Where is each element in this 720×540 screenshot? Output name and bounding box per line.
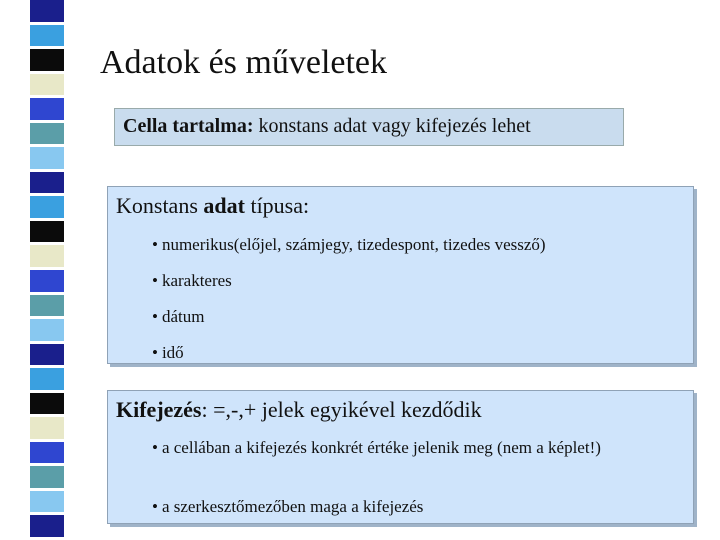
expression-panel bbox=[107, 390, 694, 524]
stripe-block bbox=[30, 270, 64, 295]
stripe-block bbox=[30, 74, 64, 99]
stripe-block bbox=[30, 442, 64, 467]
stripe-block bbox=[30, 123, 64, 148]
decorative-stripe bbox=[30, 0, 64, 540]
bullet-icon: • bbox=[152, 343, 158, 362]
stripe-block bbox=[30, 417, 64, 442]
stripe-block bbox=[30, 515, 64, 540]
list-item bbox=[152, 235, 546, 255]
stripe-block bbox=[30, 319, 64, 344]
stripe-block bbox=[30, 221, 64, 246]
constant-type-panel bbox=[107, 186, 694, 364]
bullet-icon: • bbox=[152, 497, 158, 516]
stripe-block bbox=[30, 245, 64, 270]
stripe-block bbox=[30, 466, 64, 491]
expression-panel-heading bbox=[116, 397, 482, 423]
list-item-text: a cellában a kifejezés konkrét értéke jelenik meg (nem a képlet!) bbox=[161, 438, 601, 457]
heading-bold-word: adat bbox=[203, 193, 245, 218]
list-item bbox=[152, 307, 204, 327]
cell-content-box bbox=[114, 108, 624, 146]
stripe-block bbox=[30, 25, 64, 50]
stripe-block bbox=[30, 98, 64, 123]
list-item-text: dátum bbox=[161, 307, 205, 326]
bullet-icon: • bbox=[152, 307, 158, 326]
list-item-text: idő bbox=[161, 343, 184, 362]
cell-content-text: konstans adat vagy kifejezés lehet bbox=[253, 115, 531, 137]
stripe-block bbox=[30, 49, 64, 74]
list-item bbox=[152, 437, 632, 459]
stripe-block bbox=[30, 172, 64, 197]
cell-content-label: Cella tartalma: bbox=[123, 115, 254, 137]
list-item bbox=[152, 271, 232, 291]
list-item-text: karakteres bbox=[161, 271, 232, 290]
stripe-block bbox=[30, 0, 64, 25]
list-item-text: numerikus(előjel, számjegy, tizedespont, tizedes vessző) bbox=[161, 235, 546, 254]
heading-prefix: Konstans bbox=[116, 193, 204, 218]
heading-suffix: típusa: bbox=[244, 193, 310, 218]
slide-title: Adatok és műveletek bbox=[100, 44, 388, 81]
heading-rest: : =,-,+ jelek egyikével kezdődik bbox=[201, 397, 482, 422]
stripe-block bbox=[30, 368, 64, 393]
bullet-icon: • bbox=[152, 438, 158, 457]
stripe-block bbox=[30, 196, 64, 221]
bullet-icon: • bbox=[152, 271, 158, 290]
heading-bold-word: Kifejezés bbox=[116, 397, 202, 422]
list-item bbox=[152, 343, 184, 363]
stripe-block bbox=[30, 295, 64, 320]
stripe-block bbox=[30, 147, 64, 172]
list-item-text: a szerkesztőmezőben maga a kifejezés bbox=[161, 497, 424, 516]
stripe-block bbox=[30, 393, 64, 418]
constant-panel-heading bbox=[116, 193, 309, 219]
stripe-block bbox=[30, 491, 64, 516]
bullet-icon: • bbox=[152, 235, 158, 254]
list-item bbox=[152, 497, 423, 517]
stripe-block bbox=[30, 344, 64, 369]
